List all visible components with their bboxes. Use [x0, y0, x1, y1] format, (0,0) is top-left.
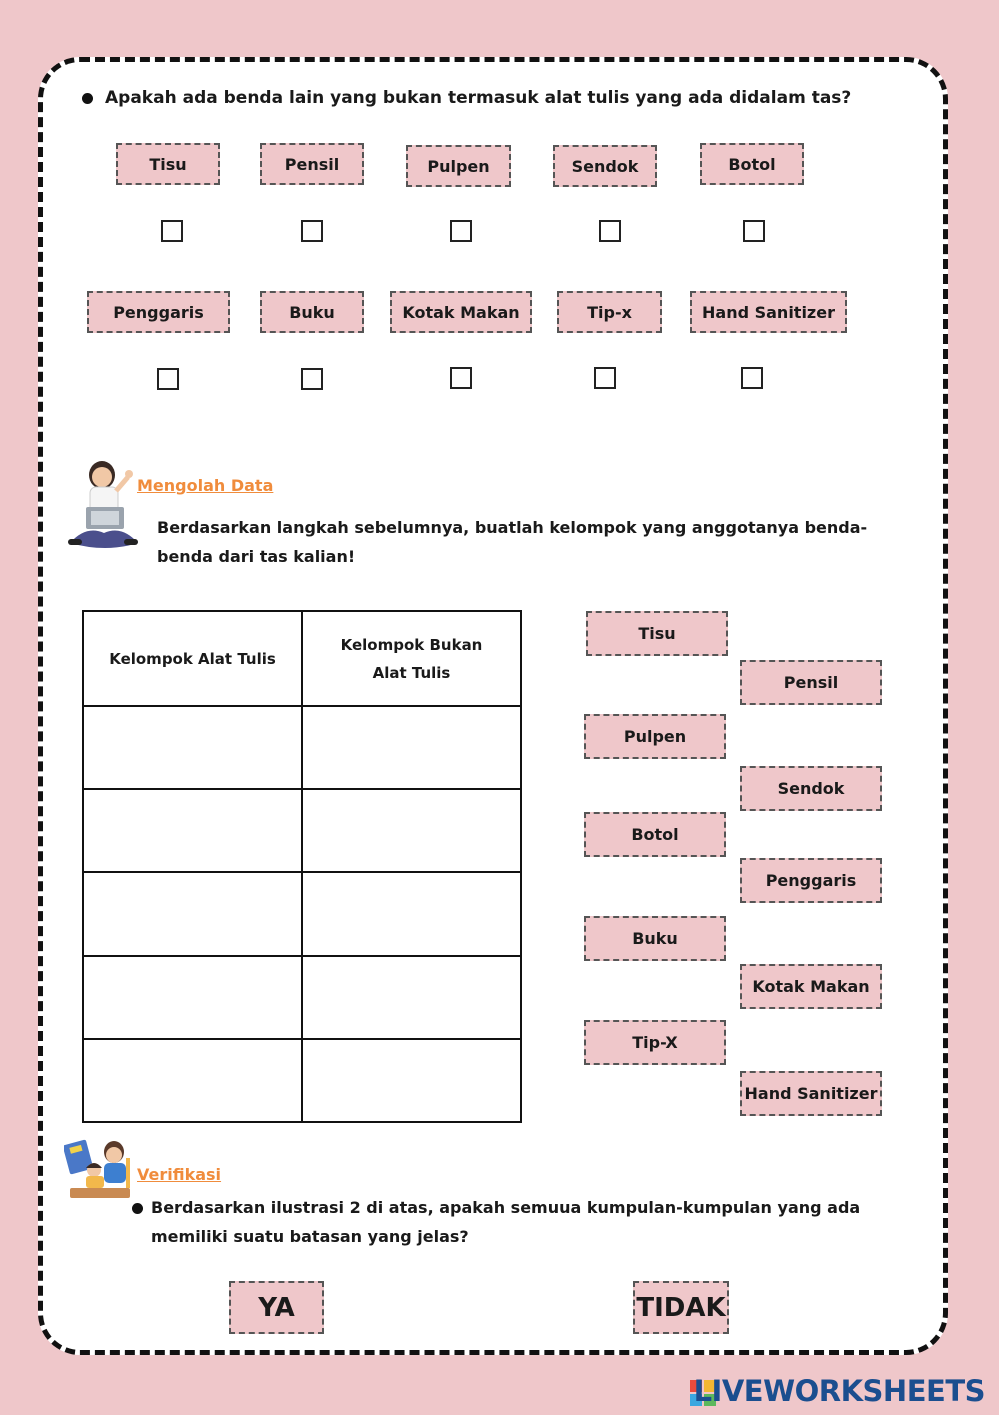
checkbox-botol[interactable]	[743, 220, 765, 242]
bullet-icon	[132, 1203, 143, 1214]
checkbox-penggaris[interactable]	[157, 368, 179, 390]
verifikasi-line-1: Berdasarkan ilustrasi 2 di atas, apakah semuua kumpulan-kumpulan yang ada	[151, 1198, 861, 1217]
answer-tidak-button[interactable]: TIDAK	[633, 1281, 729, 1334]
drop-cell[interactable]	[302, 872, 521, 955]
column-header-alat-tulis	[83, 611, 302, 706]
verifikasi-question	[151, 1193, 860, 1251]
item-chip-sendok: Sendok	[553, 145, 657, 187]
item-chip-penggaris: Penggaris	[87, 291, 230, 333]
drop-cell[interactable]	[83, 872, 302, 955]
column-header-bukan-line-2: Alat Tulis	[372, 663, 451, 682]
item-chip-botol: Botol	[700, 143, 804, 185]
column-header-bukan-alat-tulis	[302, 611, 521, 706]
item-chip-pensil: Pensil	[260, 143, 364, 185]
grouping-table	[82, 610, 522, 1123]
drag-item-tip-x[interactable]: Tip-X	[584, 1020, 726, 1065]
drop-cell[interactable]	[83, 956, 302, 1039]
drag-item-buku[interactable]: Buku	[584, 916, 726, 961]
item-chip-pulpen: Pulpen	[406, 145, 511, 187]
student-laptop-illustration	[66, 455, 141, 558]
column-header-alat-tulis-label: Kelompok Alat Tulis	[109, 649, 276, 668]
drop-cell[interactable]	[83, 789, 302, 872]
mengolah-data-title: Mengolah Data	[137, 476, 274, 495]
drag-item-pulpen[interactable]: Pulpen	[584, 714, 726, 759]
drag-item-botol[interactable]: Botol	[584, 812, 726, 857]
item-chip-hand-sanitizer: Hand Sanitizer	[690, 291, 847, 333]
drag-item-hand-sanitizer[interactable]: Hand Sanitizer	[740, 1071, 882, 1116]
drop-cell[interactable]	[302, 956, 521, 1039]
drop-cell[interactable]	[302, 789, 521, 872]
drag-item-kotak-makan[interactable]: Kotak Makan	[740, 964, 882, 1009]
drop-cell[interactable]	[83, 706, 302, 789]
checkbox-pensil[interactable]	[301, 220, 323, 242]
mengolah-instruction	[157, 513, 867, 571]
item-chip-kotak-makan: Kotak Makan	[390, 291, 532, 333]
students-study-illustration	[64, 1138, 136, 1202]
checkbox-kotak-makan[interactable]	[450, 367, 472, 389]
drop-cell[interactable]	[83, 1039, 302, 1122]
checkbox-sendok[interactable]	[599, 220, 621, 242]
question-1	[82, 88, 851, 108]
mengolah-line-2: benda dari tas kalian!	[157, 547, 356, 566]
answer-ya-button[interactable]: YA	[229, 1281, 324, 1334]
item-chip-tisu: Tisu	[116, 143, 220, 185]
drag-item-sendok[interactable]: Sendok	[740, 766, 882, 811]
item-chip-buku: Buku	[260, 291, 364, 333]
mengolah-line-1: Berdasarkan langkah sebelumnya, buatlah kelompok yang anggotanya benda-	[157, 518, 868, 537]
checkbox-pulpen[interactable]	[450, 220, 472, 242]
drag-item-tisu[interactable]: Tisu	[586, 611, 728, 656]
drop-cell[interactable]	[302, 1039, 521, 1122]
bullet-icon	[82, 93, 93, 104]
question-1-text: Apakah ada benda lain yang bukan termasuk alat tulis yang ada didalam tas?	[105, 88, 852, 108]
checkbox-buku[interactable]	[301, 368, 323, 390]
verifikasi-line-2: memiliki suatu batasan yang jelas?	[151, 1227, 469, 1246]
drop-cell[interactable]	[302, 706, 521, 789]
checkbox-hand-sanitizer[interactable]	[741, 367, 763, 389]
verifikasi-title: Verifikasi	[137, 1165, 222, 1184]
liveworksheets-brand[interactable]: LIVEWORKSHEETS	[693, 1374, 985, 1408]
drag-item-pensil[interactable]: Pensil	[740, 660, 882, 705]
item-chip-tip-x: Tip-x	[557, 291, 662, 333]
checkbox-tisu[interactable]	[161, 220, 183, 242]
checkbox-tip-x[interactable]	[594, 367, 616, 389]
drag-item-penggaris[interactable]: Penggaris	[740, 858, 882, 903]
column-header-bukan-line-1: Kelompok Bukan	[340, 635, 483, 654]
